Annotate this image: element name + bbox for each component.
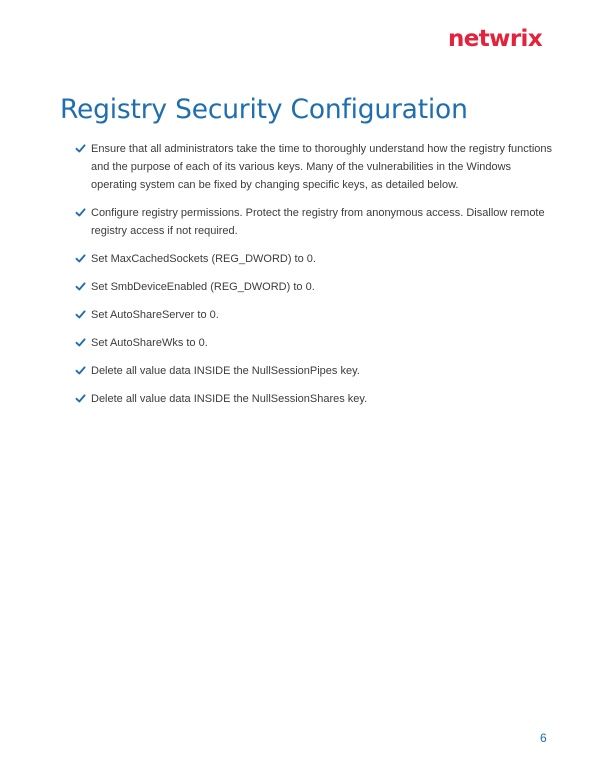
list-item <box>75 250 553 268</box>
check-icon <box>75 207 86 218</box>
check-icon <box>75 281 86 292</box>
list-item-text: Delete all value data INSIDE the NullSessionShares key. <box>91 393 368 405</box>
page-title: Registry Security Configuration <box>60 94 468 125</box>
check-icon <box>75 393 86 404</box>
list-item <box>75 390 553 408</box>
list-item-text: Configure registry permissions. Protect the registry from anonymous access. Disallow remote registry access if not required. <box>91 207 545 237</box>
list-item-text: Delete all value data INSIDE the NullSessionPipes key. <box>91 365 360 377</box>
check-icon <box>75 337 86 348</box>
list-item <box>75 334 553 352</box>
list-item <box>75 278 553 296</box>
check-icon <box>75 365 86 376</box>
list-item-text: Ensure that all administrators take the time to thoroughly understand how the registry functions and the purpose of each of its various keys. Many of the vulnerabilities in the Windows operating system can be fixed by changing specific keys, as detailed below. <box>91 143 553 191</box>
checklist <box>75 140 553 418</box>
list-item <box>75 362 553 380</box>
check-icon <box>75 253 86 264</box>
check-icon <box>75 309 86 320</box>
list-item <box>75 140 553 194</box>
list-item <box>75 204 553 240</box>
list-item-text: Set AutoShareServer to 0. <box>91 309 219 321</box>
check-icon <box>75 143 86 154</box>
list-item-text: Set SmbDeviceEnabled (REG_DWORD) to 0. <box>91 281 315 293</box>
list-item-text: Set AutoShareWks to 0. <box>91 337 208 349</box>
netwrix-logo: netwrix <box>448 26 543 52</box>
page-number: 6 <box>540 731 547 745</box>
list-item-text: Set MaxCachedSockets (REG_DWORD) to 0. <box>91 253 316 265</box>
list-item <box>75 306 553 324</box>
